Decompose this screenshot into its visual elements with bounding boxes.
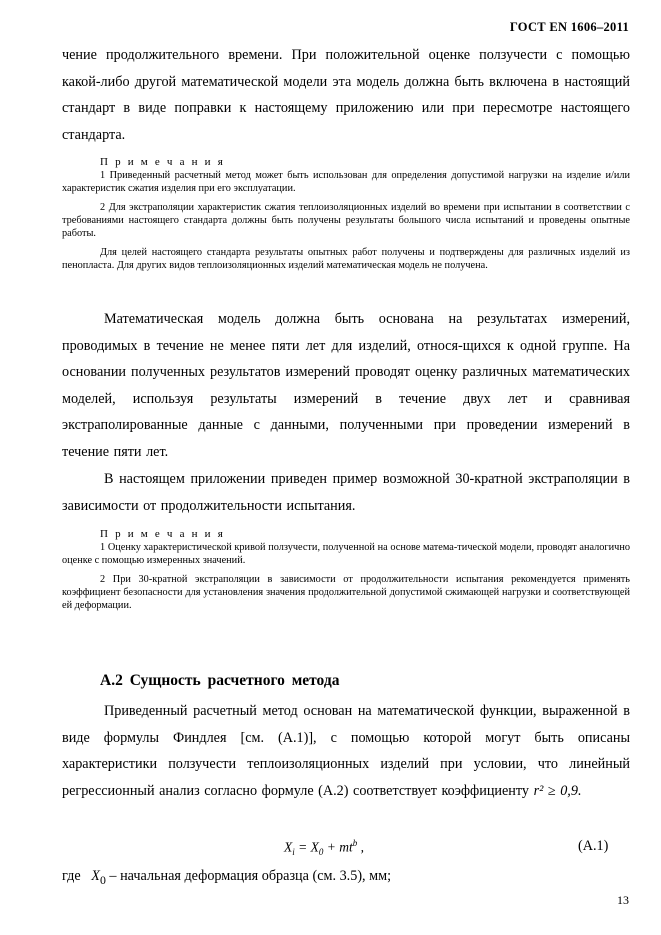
formula-exponent: b <box>352 838 358 848</box>
paragraph-method-text: Приведенный расчетный метод основан на математической функции, выраженной в виде формулы Финдлея [см. (А.1)], с помощью которой могут быть описаны характеристики ползучести теплоизоляционных изделий при условии, что линейный регрессионный анализ согласно формуле (А.2) соответствует коэффициенту <box>62 703 630 799</box>
formula-number: (А.1) <box>578 838 609 854</box>
note-1-3: Для целей настоящего стандарта результаты опытных работ получены и подтверждены для различных изделий из пенопласта. Для других видов теплоизоляционных изделий математическая модель не получена. <box>62 247 630 272</box>
formula-x: X <box>284 839 293 855</box>
notes-heading-1: П р и м е ч а н и я <box>100 156 225 168</box>
note-2-1: 1 Оценку характеристической кривой ползучести, полученной на основе матема-тической модели, проводят аналогично оценке с помощью измеренных значений. <box>62 542 630 567</box>
paragraph-example: В настоящем приложении приведен пример возможной 30-кратной экстраполяции в зависимости от продолжительности испытания. <box>62 471 630 514</box>
where-prefix: где <box>62 868 81 884</box>
formula-mt: mt <box>339 839 353 855</box>
where-symbol: X <box>91 868 100 884</box>
where-text: – начальная деформация образца (см. 3.5), мм; <box>105 868 392 884</box>
where-symbol-sub: 0 <box>99 872 106 887</box>
formula-x0: X <box>310 839 319 855</box>
paragraph-method <box>62 698 630 804</box>
document-header: ГОСТ EN 1606–2011 <box>509 20 629 34</box>
where-clause <box>62 868 391 888</box>
r-squared-condition: r² ≥ 0,9. <box>533 782 582 799</box>
formula-x-sub: i <box>292 847 295 858</box>
paragraph-model: Математическая модель должна быть основана на результатах измерений, проводимых в течение не менее пяти лет для изделий, относя-щихся к одной группе. На основании полученных результатов измерений проводят оценку различных математических моделей, используя результаты измерений в течение двух лет и сравнивая экстраполированные данные с данными, полученными при проведении измерений в течение пяти лет. <box>62 311 630 460</box>
paragraph-continuation: чение продолжительного времени. При положительной оценке ползучести с помощью какой-либо другой математической модели эта модель должна быть включена в настоящий стандарт в виде поправки к настоящему приложению или при пересмотре настоящего стандарта. <box>62 47 630 143</box>
notes-heading-2: П р и м е ч а н и я <box>100 528 225 540</box>
note-1-1: 1 Приведенный расчетный метод может быть использован для определения допустимой нагрузки на изделие и/или характеристик сжатия изделия при его эксплуатации. <box>62 170 630 195</box>
note-1-2: 2 Для экстраполяции характеристик сжатия теплоизоляционных изделий во времени при испытании в соответствии с требованиями настоящего стандарта должны быть получены результаты большого числа испытаний и проведены опытные работы. <box>62 202 630 240</box>
formula-plus: + <box>323 839 340 855</box>
section-heading: А.2 Сущность расчетного метода <box>100 672 340 689</box>
page-number: 13 <box>617 893 629 907</box>
formula-a1 <box>284 838 364 857</box>
formula-eq: = <box>294 839 311 855</box>
formula-comma: , <box>357 839 365 855</box>
note-2-2: 2 При 30-кратной экстраполяции в зависимости от продолжительности испытания рекомендуется применять коэффициент безопасности для установления значения продолжительной допустимой сжимающей нагрузки и соответствующей ей деформации. <box>62 574 630 612</box>
formula-x0-sub: 0 <box>318 847 324 858</box>
